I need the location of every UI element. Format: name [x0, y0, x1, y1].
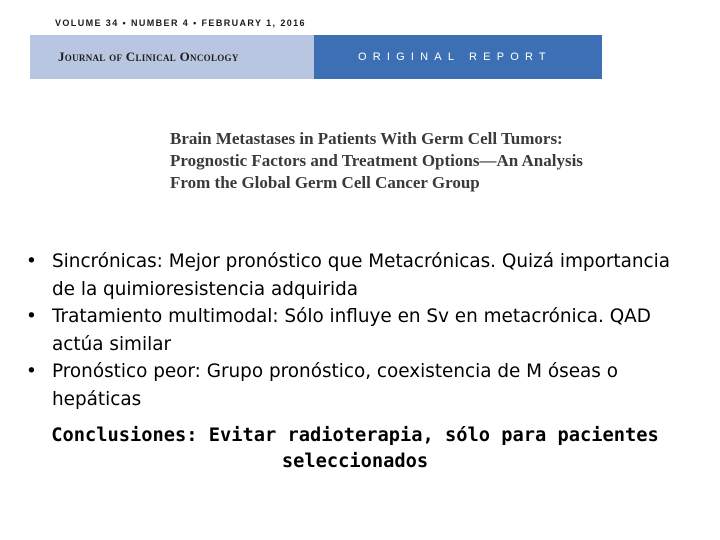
article-title [170, 128, 610, 194]
report-type: ORIGINAL REPORT [358, 51, 552, 63]
findings-list [26, 248, 686, 413]
article-title-line: Brain Metastases in Patients With Germ Cell Tumors: [170, 129, 563, 148]
journal-name-panel [30, 35, 314, 79]
journal-banner [30, 35, 602, 79]
article-title-line: Prognostic Factors and Treatment Options—An Analysis [170, 151, 583, 170]
bullet-marker: • [26, 361, 37, 382]
bullet-text: Pronóstico peor: Grupo pronóstico, coexistencia de M óseas o hepáticas [52, 361, 618, 410]
bullet-text: Tratamiento multimodal: Sólo influye en Sv en metacrónica. QAD actúa similar [52, 306, 651, 355]
report-type-panel [314, 35, 602, 79]
bullet-marker: • [26, 251, 37, 272]
list-item [26, 248, 686, 303]
article-title-line: From the Global Germ Cell Cancer Group [170, 173, 480, 192]
list-item [26, 358, 686, 413]
journal-issue-info: VOLUME 34 • NUMBER 4 • FEBRUARY 1, 2016 [55, 18, 306, 28]
conclusion-text: Conclusiones: Evitar radioterapia, sólo para pacientes seleccionados [51, 425, 659, 472]
list-item [26, 303, 686, 358]
bullet-text: Sincrónicas: Mejor pronóstico que Metacrónicas. Quizá importancia de la quimioresistencia adquirida [52, 251, 671, 300]
bullet-marker: • [26, 306, 37, 327]
journal-name: Journal of Clinical Oncology [58, 49, 239, 64]
